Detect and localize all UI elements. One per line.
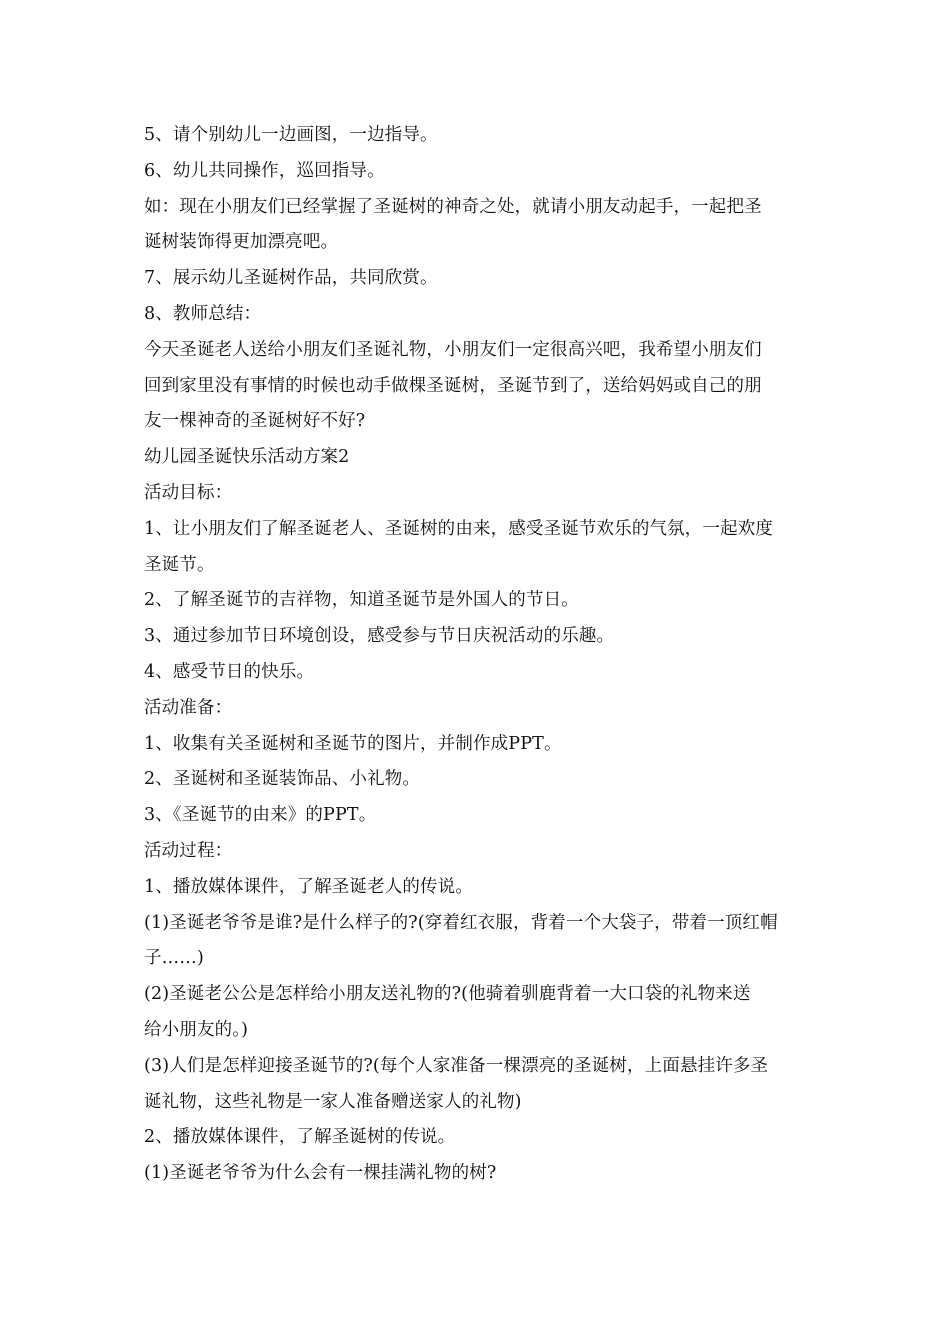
text-line: 7、展示幼儿圣诞树作品，共同欣赏。 bbox=[144, 268, 438, 289]
text-line: 2、播放媒体课件，了解圣诞树的传说。 bbox=[144, 1127, 456, 1148]
text-line: 3、通过参加节日环境创设，感受参与节日庆祝活动的乐趣。 bbox=[144, 626, 615, 647]
subsection-heading: 活动准备： bbox=[144, 697, 233, 718]
document-body bbox=[144, 118, 814, 1192]
text-line: (1)圣诞老爷爷为什么会有一棵挂满礼物的树? bbox=[144, 1163, 497, 1184]
text-line: 8、教师总结： bbox=[144, 303, 262, 324]
text-line: 友一棵神奇的圣诞树好不好? bbox=[144, 411, 366, 432]
text-line: 诞树装饰得更加漂亮吧。 bbox=[144, 232, 339, 253]
text-line: 4、感受节日的快乐。 bbox=[144, 661, 315, 682]
text-line: 5、请个别幼儿一边画图，一边指导。 bbox=[144, 125, 438, 145]
text-line: 1、播放媒体课件，了解圣诞老人的传说。 bbox=[144, 876, 473, 897]
text-line: 1、收集有关圣诞树和圣诞节的图片，并制作成PPT。 bbox=[144, 733, 562, 754]
text-line: 3、《圣诞节的由来》的PPT。 bbox=[144, 805, 377, 826]
text-line: 子……) bbox=[144, 948, 204, 969]
text-line: 给小朋友的。) bbox=[144, 1019, 249, 1040]
subsection-heading: 活动目标： bbox=[144, 482, 233, 503]
text-line: (1)圣诞老爷爷是谁?是什么样子的?(穿着红衣服，背着一个大袋子，带着一顶红帽 bbox=[144, 912, 778, 933]
text-line: 圣诞节。 bbox=[144, 554, 215, 575]
text-line: 回到家里没有事情的时候也动手做棵圣诞树，圣诞节到了，送给妈妈或自己的朋 bbox=[144, 375, 762, 396]
text-line: (3)人们是怎样迎接圣诞节的?(每个人家准备一棵漂亮的圣诞树，上面悬挂许多圣 bbox=[144, 1055, 769, 1076]
text-line: (2)圣诞老公公是怎样给小朋友送礼物的?(他骑着驯鹿背着一大口袋的礼物来送 bbox=[144, 984, 751, 1005]
text-line: 2、圣诞树和圣诞装饰品、小礼物。 bbox=[144, 769, 421, 790]
text-line: 诞礼物，这些礼物是一家人准备赠送家人的礼物) bbox=[144, 1091, 522, 1112]
section-heading: 幼儿园圣诞快乐活动方案2 bbox=[144, 447, 350, 468]
subsection-heading: 活动过程： bbox=[144, 840, 233, 861]
text-line: 1、让小朋友们了解圣诞老人、圣诞树的由来，感受圣诞节欢乐的气氛，一起欢度 bbox=[144, 518, 774, 539]
text-line: 今天圣诞老人送给小朋友们圣诞礼物，小朋友们一定很高兴吧，我希望小朋友们 bbox=[144, 339, 762, 360]
text-line: 2、了解圣诞节的吉祥物，知道圣诞节是外国人的节日。 bbox=[144, 590, 579, 611]
text-line: 6、幼儿共同操作，巡回指导。 bbox=[144, 160, 385, 181]
text-line: 如：现在小朋友们已经掌握了圣诞树的神奇之处，就请小朋友动起手，一起把圣 bbox=[144, 196, 762, 217]
